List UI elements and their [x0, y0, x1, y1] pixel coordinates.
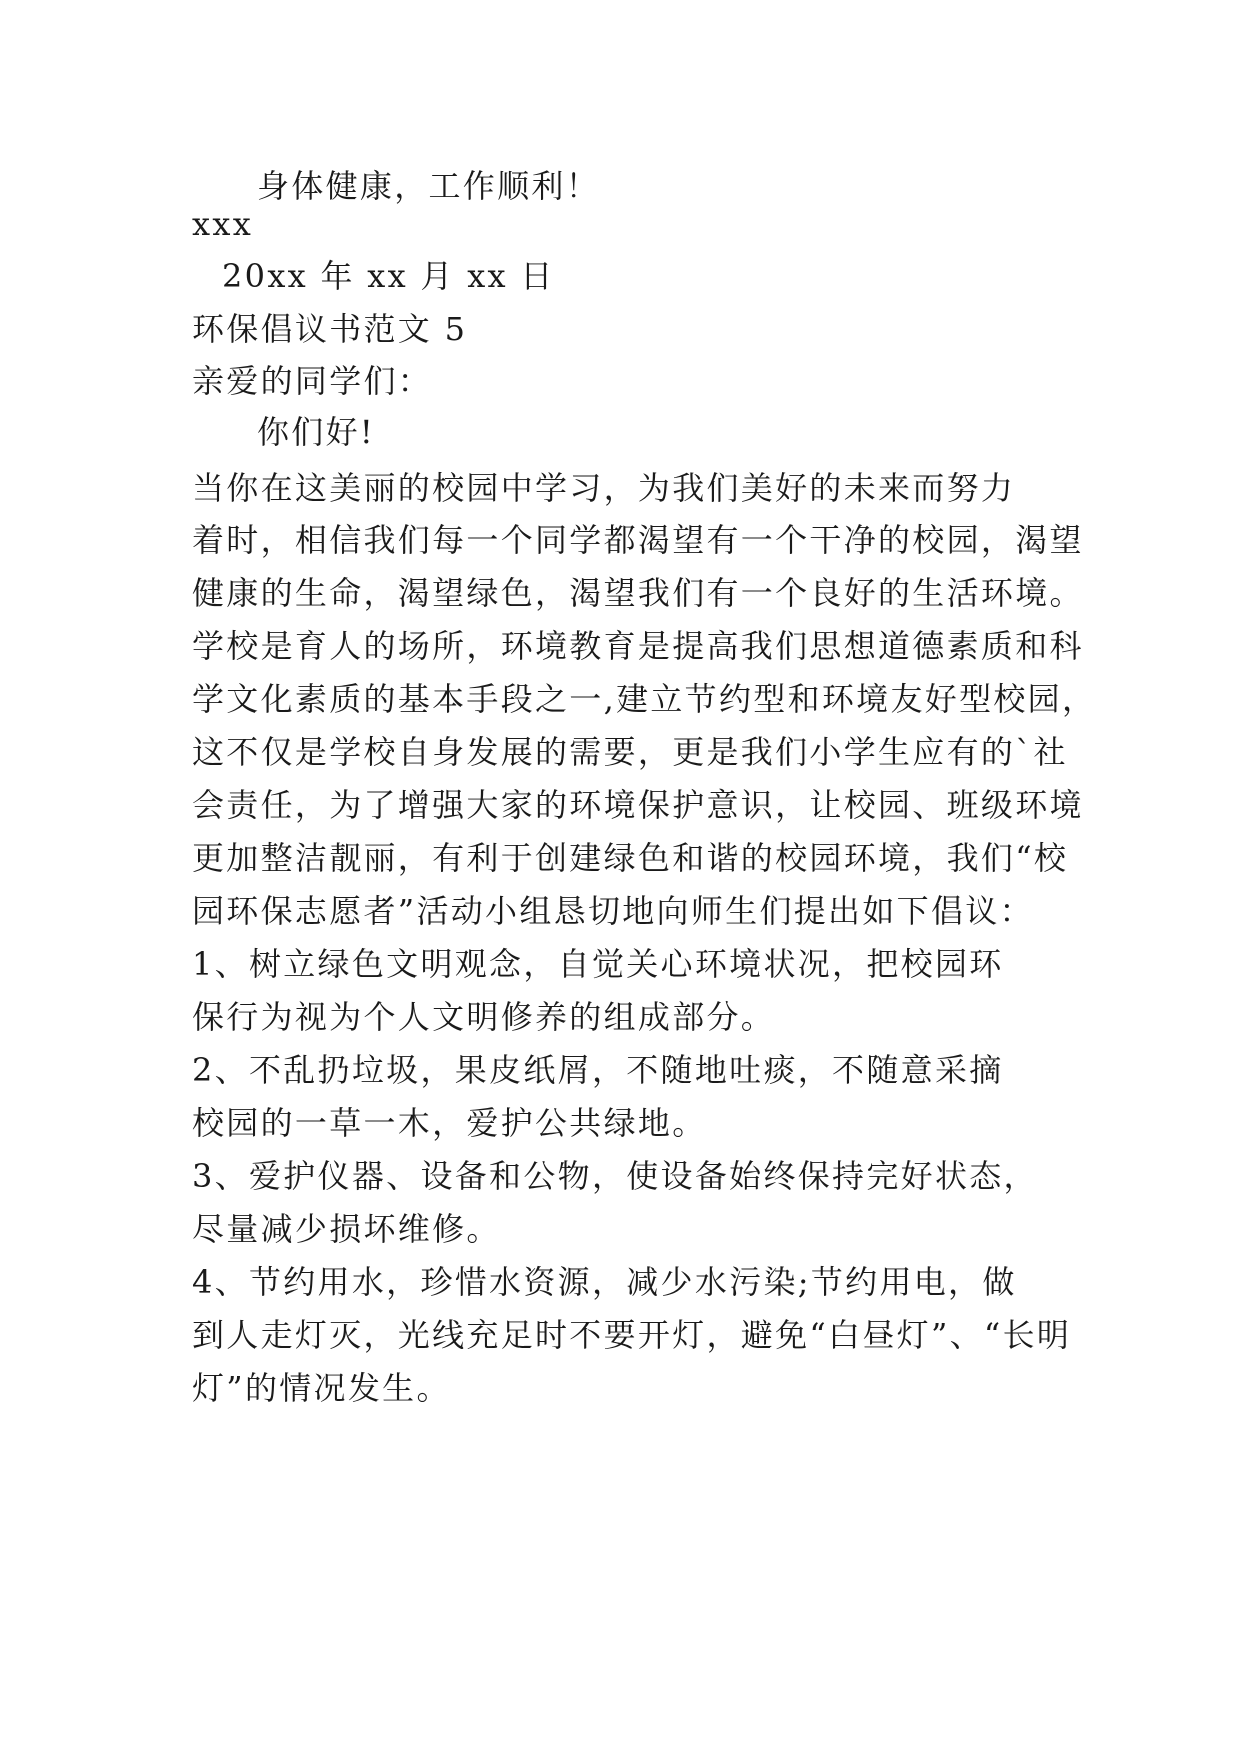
signature: xxx: [192, 205, 254, 243]
paragraph-line: 这不仅是学校自身发展的需要，更是我们小学生应有的`社: [192, 733, 1068, 771]
document-title: 环保倡议书范文 5: [192, 310, 468, 348]
proposal-line: 2、不乱扔垃圾，果皮纸屑，不随地吐痰，不随意采摘: [192, 1051, 1004, 1089]
paragraph-line: 园环保志愿者”活动小组恳切地向师生们提出如下倡议：: [192, 892, 1034, 930]
paragraph-line: 健康的生命，渴望绿色，渴望我们有一个良好的生活环境。: [192, 574, 1084, 612]
closing-line: 身体健康，工作顺利！: [257, 167, 601, 205]
salutation: 亲爱的同学们：: [192, 362, 433, 400]
paragraph-line: 学文化素质的基本手段之一,建立节约型和环境友好型校园，: [192, 680, 1097, 718]
proposal-line: 保行为视为个人文明修养的组成部分。: [192, 998, 776, 1036]
proposal-line: 4、节约用水，珍惜水资源，减少水污染;节约用电，做: [192, 1263, 1017, 1301]
paragraph-line: 着时，相信我们每一个同学都渴望有一个干净的校园，渴望: [192, 521, 1084, 559]
greeting: 你们好!: [257, 413, 376, 451]
proposal-line: 3、爱护仪器、设备和公物，使设备始终保持完好状态，: [192, 1157, 1038, 1195]
proposal-line: 校园的一草一木，爱护公共绿地。: [192, 1104, 707, 1142]
proposal-line: 1、树立绿色文明观念，自觉关心环境状况，把校园环: [192, 945, 1004, 983]
paragraph-line: 学校是育人的场所，环境教育是提高我们思想道德素质和科: [192, 627, 1084, 665]
date-line: 20xx 年 xx 月 xx 日: [222, 257, 555, 295]
paragraph-line: 更加整洁靓丽，有利于创建绿色和谐的校园环境，我们“校: [192, 839, 1069, 877]
proposal-line: 到人走灯灭，光线充足时不要开灯，避免“白昼灯”、“长明: [192, 1316, 1072, 1354]
proposal-line: 灯”的情况发生。: [192, 1369, 451, 1407]
proposal-line: 尽量减少损坏维修。: [192, 1210, 501, 1248]
paragraph-line: 当你在这美丽的校园中学习，为我们美好的未来而努力: [192, 469, 1016, 507]
paragraph-line: 会责任，为了增强大家的环境保护意识，让校园、班级环境: [192, 786, 1084, 824]
